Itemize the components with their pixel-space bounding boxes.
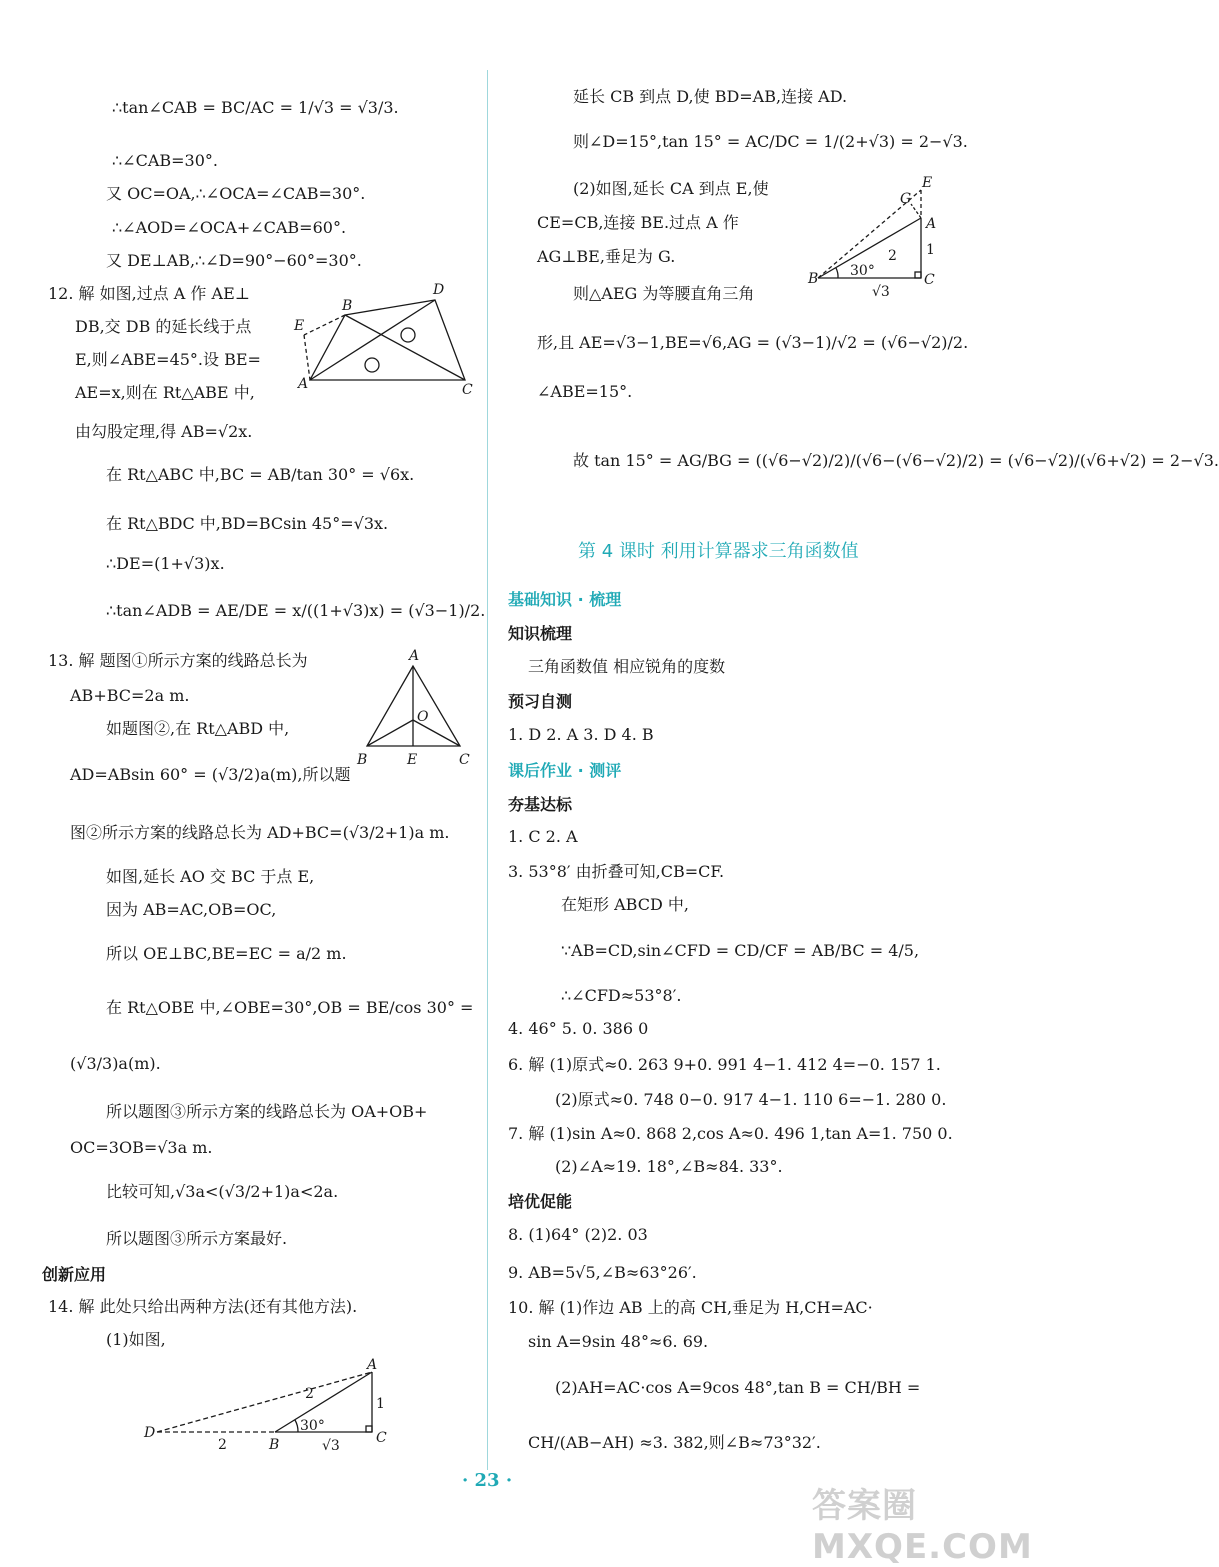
section-heading: 基础知识 · 梳理 (508, 590, 622, 609)
line: 三角函数值 相应锐角的度数 (528, 657, 726, 676)
fig14a-label: D (144, 1425, 156, 1441)
question-12-start: 12. 解 如图,过点 A 作 AE⊥ (48, 284, 250, 303)
line: 则△AEG 为等腰直角三角 (573, 284, 755, 303)
fig14b-label: E (922, 175, 933, 191)
line: 形,且 AE=√3−1,BE=√6,AG = (√3−1)/√2 = (√6−√2)/2. (537, 333, 969, 352)
fig12-label: A (298, 376, 309, 392)
line: 所以题图③所示方案最好. (106, 1229, 288, 1248)
line: 如图,延长 AO 交 BC 于点 E, (106, 867, 315, 886)
line: AD=ABsin 60° = (√3/2)a(m),所以题 (70, 765, 351, 784)
line: 9. AB=5√5,∠B≈63°26′. (508, 1263, 697, 1282)
fig14b-mark: 1 (926, 242, 935, 258)
fig13-label: C (459, 752, 470, 768)
line: 4. 46° 5. 0. 386 0 (508, 1019, 649, 1038)
line: 7. 解 (1)sin A≈0. 868 2,cos A≈0. 496 1,tan A=1. 750 0. (508, 1124, 953, 1143)
line: DB,交 DB 的延长线于点 (75, 317, 252, 336)
fig14a-mark: 1 (376, 1396, 385, 1412)
fig14b-mark: √3 (872, 284, 890, 300)
line: ∴DE=(1+√3)x. (106, 554, 225, 573)
line: AB+BC=2a m. (70, 686, 190, 705)
line: 在 Rt△ABC 中,BC = AB/tan 30° = √6x. (106, 465, 415, 484)
line: (1)如图, (106, 1330, 166, 1349)
subheading: 预习自测 (508, 692, 573, 711)
fig12-label: B (342, 298, 353, 314)
line: ∴∠AOD=∠OCA+∠CAB=60°. (112, 218, 347, 237)
line: (2)原式≈0. 748 0−0. 917 4−1. 110 6=−1. 280 0. (555, 1090, 947, 1109)
line: ∠ABE=15°. (537, 382, 633, 401)
fig14b-label: C (924, 272, 935, 288)
line: 6. 解 (1)原式≈0. 263 9+0. 991 4−1. 412 4=−0. 157 1. (508, 1055, 941, 1074)
fig13-label: B (357, 752, 368, 768)
lesson-title: 第 4 课时 利用计算器求三角函数值 (578, 541, 859, 562)
line: 在 Rt△BDC 中,BD=BCsin 45°=√3x. (106, 514, 389, 533)
line: CE=CB,连接 BE.过点 A 作 (537, 213, 739, 232)
line: 如题图②,在 Rt△ABD 中, (106, 719, 290, 738)
line: ∴tan∠CAB = BC/AC = 1/√3 = √3/3. (112, 98, 399, 117)
line: OC=3OB=√3a m. (70, 1138, 213, 1157)
line: 1. C 2. A (508, 827, 578, 846)
fig14b-mark: 2 (888, 248, 897, 264)
line: 所以 OE⊥BC,BE=EC = a/2 m. (106, 944, 347, 963)
fig14a-label: C (376, 1430, 387, 1446)
line: ∵AB=CD,sin∠CFD = CD/CF = AB/BC = 4/5, (561, 941, 920, 960)
subheading: 知识梳理 (508, 624, 573, 643)
watermark: 答案圈 MXQE.COM (812, 1486, 1033, 1567)
line: AE=x,则在 Rt△ABE 中, (75, 383, 255, 402)
line: 所以题图③所示方案的线路总长为 OA+OB+ (106, 1102, 428, 1121)
line: 1. D 2. A 3. D 4. B (508, 725, 654, 744)
column-divider (487, 70, 488, 1470)
line: (2)AH=AC·cos A=9cos 48°,tan B = CH/BH = (555, 1378, 921, 1397)
section-heading: 创新应用 (42, 1265, 107, 1284)
fig14b-label: G (900, 191, 912, 207)
fig12-label: E (294, 318, 305, 334)
line: ∴tan∠ADB = AE/DE = x/((1+√3)x) = (√3−1)/2. (106, 601, 486, 620)
figure-triangle-o (355, 648, 480, 773)
fig13-label: O (417, 709, 429, 725)
line: 则∠D=15°,tan 15° = AC/DC = 1/(2+√3) = 2−√3. (573, 132, 968, 151)
line: 图②所示方案的线路总长为 AD+BC=(√3/2+1)a m. (70, 823, 450, 842)
line: (2)如图,延长 CA 到点 E,使 (573, 179, 769, 198)
fig13-label: A (409, 648, 420, 664)
fig12-label: C (462, 382, 473, 398)
figure-quadrilateral (290, 280, 480, 400)
question-13-start: 13. 解 题图①所示方案的线路总长为 (48, 651, 308, 670)
fig14b-mark: 30° (850, 263, 875, 279)
fig14a-mark: 30° (300, 1418, 325, 1434)
fig14b-label: A (926, 216, 937, 232)
fig14a-mark: √3 (322, 1438, 340, 1454)
line: AG⊥BE,垂足为 G. (537, 247, 676, 266)
line: 又 DE⊥AB,∴∠D=90°−60°=30°. (106, 251, 362, 270)
line: 10. 解 (1)作边 AB 上的高 CH,垂足为 H,CH=AC· (508, 1298, 873, 1317)
fig14a-mark: 2 (218, 1437, 227, 1453)
fig14a-label: A (367, 1357, 378, 1373)
fig13-label: E (407, 752, 418, 768)
page-number: · 23 · (462, 1470, 513, 1491)
line: ∴∠CFD≈53°8′. (561, 986, 682, 1005)
line: (2)∠A≈19. 18°,∠B≈84. 33°. (555, 1157, 783, 1176)
line: 又 OC=OA,∴∠OCA=∠CAB=30°. (106, 184, 366, 203)
subheading: 培优促能 (508, 1192, 573, 1211)
line: E,则∠ABE=45°.设 BE= (75, 350, 261, 369)
section-heading: 课后作业 · 测评 (508, 761, 622, 780)
line: (√3/3)a(m). (70, 1054, 161, 1073)
line: 在矩形 ABCD 中, (561, 895, 689, 914)
fig14a-label: B (269, 1437, 280, 1453)
line: 因为 AB=AC,OB=OC, (106, 900, 277, 919)
line: sin A=9sin 48°≈6. 69. (528, 1332, 709, 1351)
subheading: 夯基达标 (508, 795, 573, 814)
fig14a-mark: 2 (305, 1386, 314, 1402)
figure-extended-triangle (140, 1357, 400, 1455)
figure-right-triangle-ge (808, 175, 948, 303)
line: 比较可知,√3a<(√3/2+1)a<2a. (106, 1182, 339, 1201)
line: 故 tan 15° = AG/BG = ((√6−√2)/2)/(√6−(√6−√2)/2) = (√6−√2)/(√6+√2) = 2−√3. (573, 451, 1219, 470)
fig12-label: D (433, 282, 445, 298)
line: 由勾股定理,得 AB=√2x. (75, 422, 253, 441)
line: 在 Rt△OBE 中,∠OBE=30°,OB = BE/cos 30° = (106, 998, 474, 1017)
line: 延长 CB 到点 D,使 BD=AB,连接 AD. (573, 87, 848, 106)
line: ∴∠CAB=30°. (112, 151, 218, 170)
line: CH/(AB−AH) ≈3. 382,则∠B≈73°32′. (528, 1433, 821, 1452)
line: 8. (1)64° (2)2. 03 (508, 1225, 648, 1244)
fig14b-label: B (808, 271, 819, 287)
question-14-start: 14. 解 此处只给出两种方法(还有其他方法). (48, 1297, 358, 1316)
line: 3. 53°8′ 由折叠可知,CB=CF. (508, 862, 725, 881)
